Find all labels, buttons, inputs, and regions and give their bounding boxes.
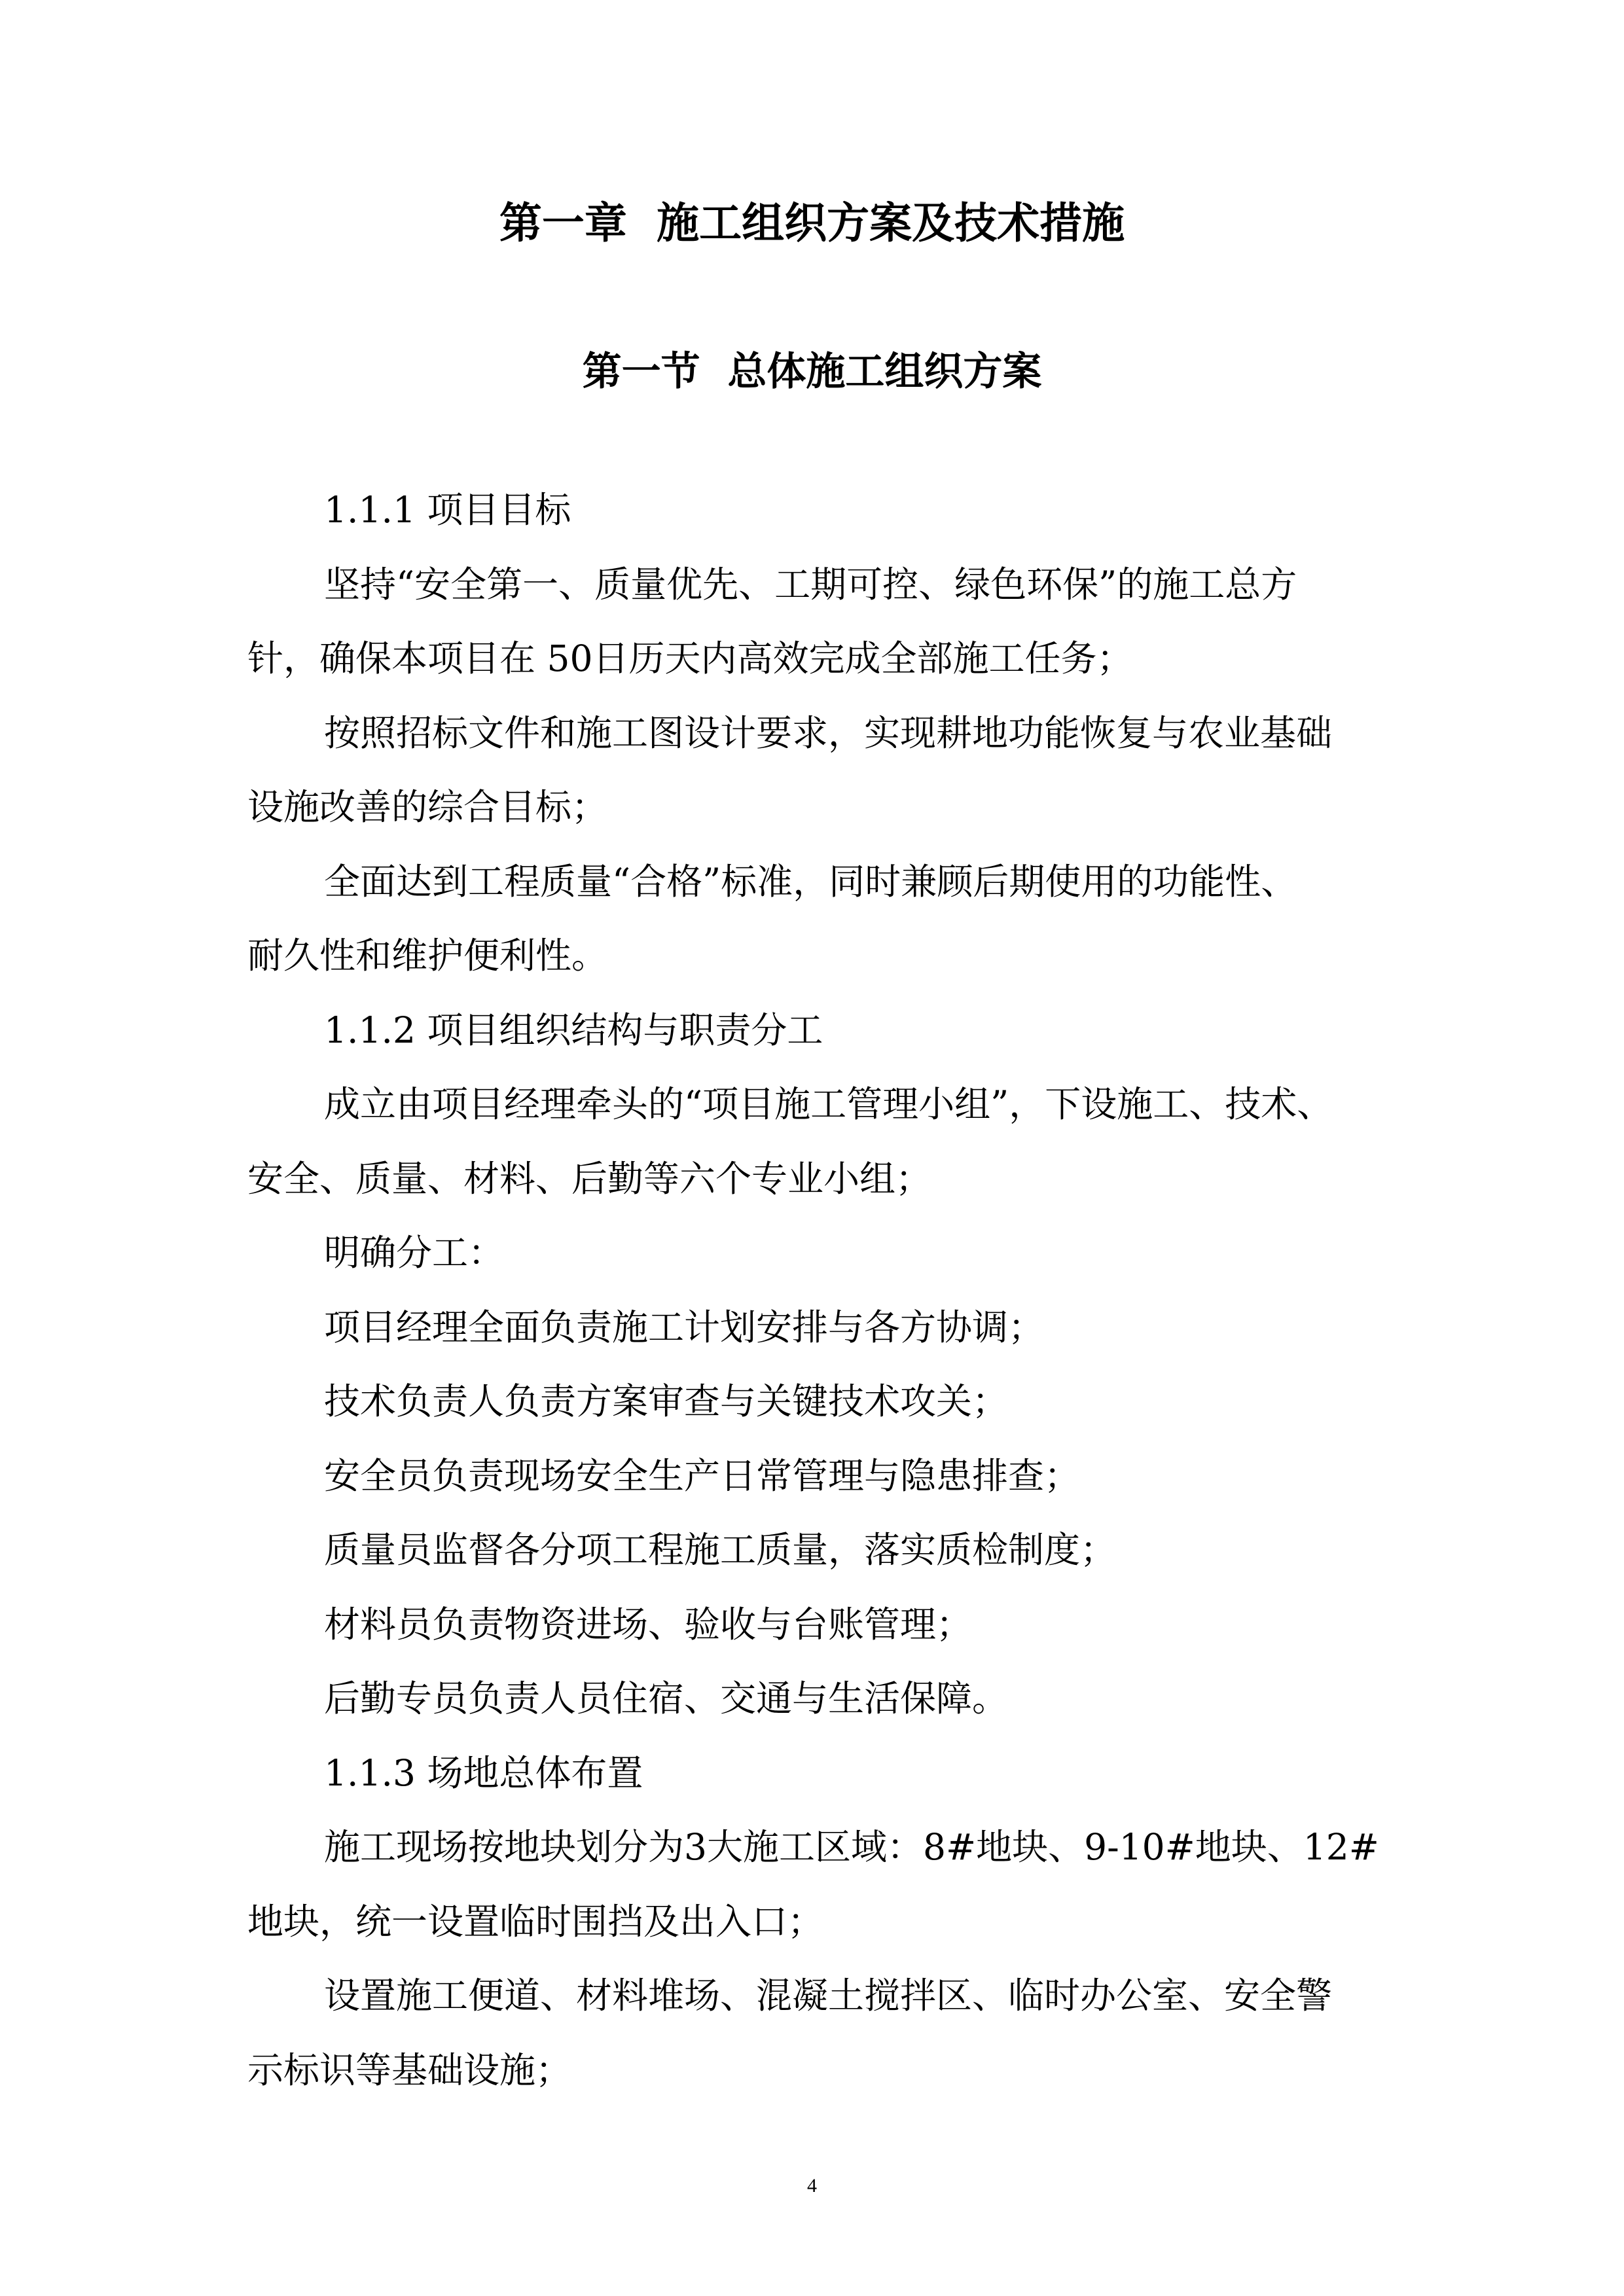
paragraph-line: 施工现场按地块划分为3大施工区域：8#地块、9-10#地块、12#	[324, 1826, 1379, 1868]
subsection-heading-1-1-2: 1.1.2 项目组织结构与职责分工	[324, 1009, 823, 1051]
paragraph-line: 全面达到工程质量“合格”标准，同时兼顾后期使用的功能性、	[324, 860, 1297, 903]
chapter-title: 第一章 施工组织方案及技术措施	[499, 199, 1125, 248]
paragraph-line: 示标识等基础设施；	[247, 2049, 572, 2091]
subsection-heading-1-1-1: 1.1.1 项目目标	[324, 489, 571, 531]
paragraph-line: 成立由项目经理牵头的“项目施工管理小组”，下设施工、技术、	[324, 1083, 1333, 1125]
list-item-safety-officer: 安全员负责现场安全生产日常管理与隐患排查；	[324, 1454, 1081, 1497]
paragraph-line: 耐久性和维护便利性。	[247, 935, 608, 977]
paragraph-line: 安全、质量、材料、后勤等六个专业小组；	[247, 1157, 932, 1200]
list-item-materials-officer: 材料员负责物资进场、验收与台账管理；	[324, 1603, 973, 1645]
page-number: 4	[807, 2175, 817, 2197]
list-item-technical-lead: 技术负责人负责方案审查与关键技术攻关；	[324, 1380, 1009, 1422]
paragraph-line: 设置施工便道、材料堆场、混凝土搅拌区、临时办公室、安全警	[324, 1975, 1333, 2017]
list-item-project-manager: 项目经理全面负责施工计划安排与各方协调；	[324, 1306, 1045, 1348]
list-item-logistics-officer: 后勤专员负责人员住宿、交通与生活保障。	[324, 1677, 1009, 1719]
section-title: 第一节 总体施工组织方案	[582, 349, 1042, 395]
paragraph-line: 地块，统一设置临时围挡及出入口；	[247, 1900, 824, 1943]
paragraph-line: 针，确保本项目在 50日历天内高效完成全部施工任务；	[247, 637, 1133, 679]
list-item-quality-officer: 质量员监督各分项工程施工质量，落实质检制度；	[324, 1529, 1117, 1571]
paragraph-line: 坚持“安全第一、质量优先、工期可控、绿色环保”的施工总方	[324, 563, 1297, 605]
paragraph-line: 明确分工：	[324, 1232, 505, 1274]
subsection-heading-1-1-3: 1.1.3 场地总体布置	[324, 1751, 643, 1794]
paragraph-line: 设施改善的综合目标；	[247, 786, 608, 828]
paragraph-line: 按照招标文件和施工图设计要求，实现耕地功能恢复与农业基础	[324, 711, 1333, 754]
